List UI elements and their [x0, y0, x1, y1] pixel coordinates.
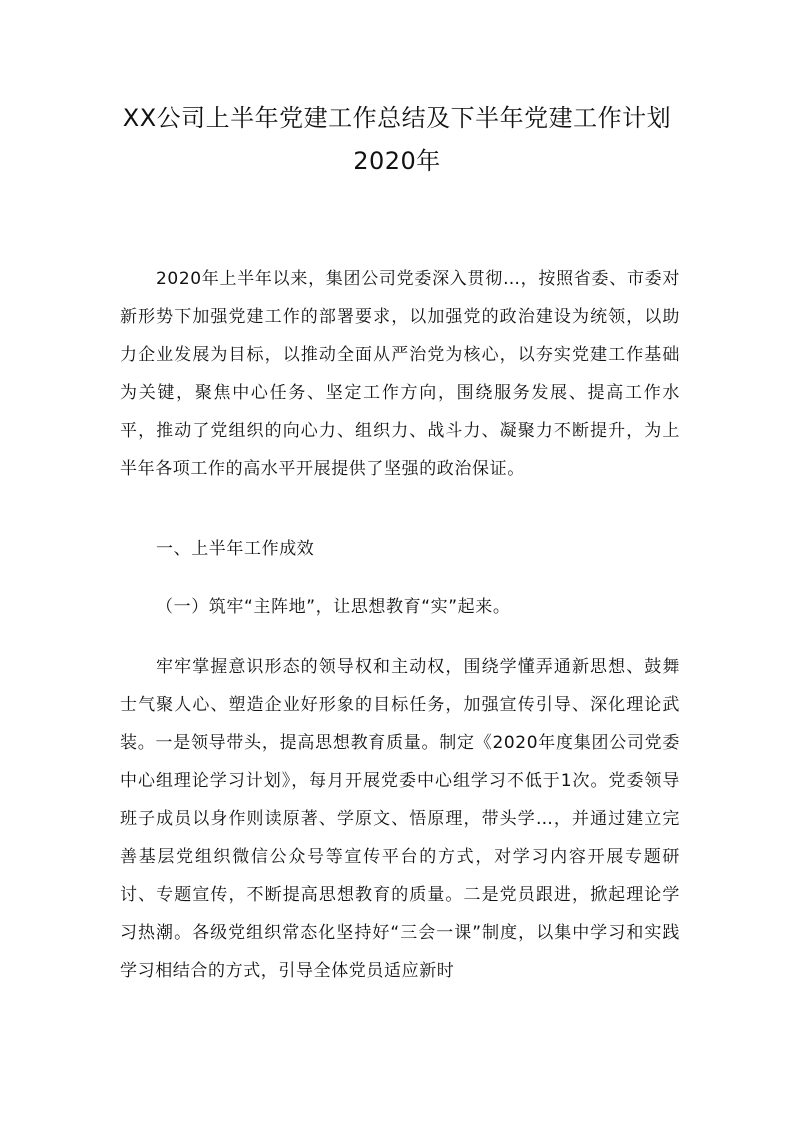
intro-paragraph: 2020年上半年以来，集团公司党委深入贯彻…，按照省委、市委对新形势下加强党建工作的部署要求，以加强党的政治建设为统领，以助力企业发展为目标，以推动全面从严治党为核心，以夯实党建工作基础为关键，聚焦中心任务、坚定工作方向，围绕服务发展、提高工作水平，推动了党组织的向心力、组织力、战斗力、凝聚力不断提升，为上半年各项工作的高水平开展提供了坚强的政治保证。	[120, 269, 680, 479]
subsection-heading-block	[120, 588, 680, 626]
section-heading: 一、上半年工作成效	[156, 539, 315, 559]
section-heading-block	[120, 530, 680, 568]
intro-section	[120, 260, 680, 488]
document-subtitle-year: 2020年	[353, 147, 441, 175]
document-title: XX公司上半年党建工作总结及下半年党建工作计划	[122, 104, 672, 132]
subsection-heading: （一）筑牢“主阵地”，让思想教育“实”起来。	[156, 597, 511, 617]
body-paragraph: 牢牢掌握意识形态的领导权和主动权，围绕学懂弄通新思想、鼓舞士气聚人心、塑造企业好形象的目标任务，加强宣传引导、深化理论武装。一是领导带头，提高思想教育质量。制定《2020年度集团公司党委中心组理论学习计划》，每月开展党委中心组学习不低于1次。党委领导班子成员以身作则读原著、学原文、悟原理，带头学…，并通过建立完善基层党组织微信公众号等宣传平台的方式，对学习内容开展专题研讨、专题宣传，不断提高思想教育的质量。二是党员跟进，掀起理论学习热潮。各级党组织常态化坚持好“三会一课”制度，以集中学习和实践学习相结合的方式，引导全体党员适应新时	[120, 657, 680, 981]
body-section	[120, 648, 680, 990]
